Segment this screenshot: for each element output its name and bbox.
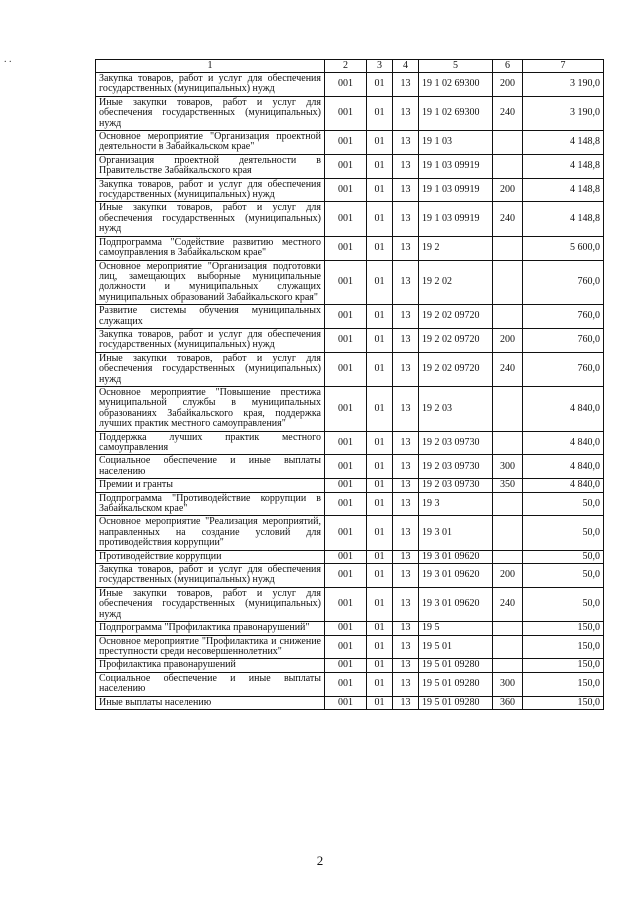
row-vr-cell bbox=[493, 622, 523, 635]
row-vr-cell: 200 bbox=[493, 564, 523, 588]
row-rz-cell: 01 bbox=[367, 431, 393, 455]
table-row bbox=[96, 305, 604, 329]
header-row bbox=[96, 60, 604, 73]
row-name-cell: Иные закупки товаров, работ и услуг для обеспечения государственных (муниципальных) нужд bbox=[96, 352, 325, 386]
row-grbs-cell: 001 bbox=[325, 564, 367, 588]
row-pr-cell: 13 bbox=[393, 659, 419, 672]
row-vr-cell: 300 bbox=[493, 455, 523, 479]
table-row bbox=[96, 178, 604, 202]
row-csr-cell: 19 2 02 09720 bbox=[419, 305, 493, 329]
row-vr-cell bbox=[493, 131, 523, 155]
row-pr-cell: 13 bbox=[393, 236, 419, 260]
row-pr-cell: 13 bbox=[393, 73, 419, 97]
header-cell: 3 bbox=[367, 60, 393, 73]
table-row bbox=[96, 352, 604, 386]
row-pr-cell: 13 bbox=[393, 305, 419, 329]
row-name-cell: Закупка товаров, работ и услуг для обеспечения государственных (муниципальных) нужд bbox=[96, 178, 325, 202]
row-name-cell: Иные закупки товаров, работ и услуг для обеспечения государственных (муниципальных) нужд bbox=[96, 96, 325, 130]
row-vr-cell bbox=[493, 305, 523, 329]
row-csr-cell: 19 2 03 09730 bbox=[419, 455, 493, 479]
row-rz-cell: 01 bbox=[367, 131, 393, 155]
row-csr-cell: 19 1 03 09919 bbox=[419, 202, 493, 236]
margin-marks: . . bbox=[4, 54, 12, 65]
row-rz-cell: 01 bbox=[367, 455, 393, 479]
row-csr-cell: 19 2 03 09730 bbox=[419, 479, 493, 492]
row-pr-cell: 13 bbox=[393, 328, 419, 352]
row-csr-cell: 19 5 01 bbox=[419, 635, 493, 659]
row-rz-cell: 01 bbox=[367, 696, 393, 709]
row-vr-cell bbox=[493, 154, 523, 178]
row-pr-cell: 13 bbox=[393, 131, 419, 155]
row-name-cell: Закупка товаров, работ и услуг для обеспечения государственных (муниципальных) нужд bbox=[96, 564, 325, 588]
row-rz-cell: 01 bbox=[367, 202, 393, 236]
header-cell: 6 bbox=[493, 60, 523, 73]
row-vr-cell: 360 bbox=[493, 696, 523, 709]
row-name-cell: Основное мероприятие "Профилактика и снижение преступности среди несовершеннолетних" bbox=[96, 635, 325, 659]
row-name-cell: Социальное обеспечение и иные выплаты населению bbox=[96, 455, 325, 479]
row-sum-cell: 3 190,0 bbox=[523, 73, 604, 97]
row-rz-cell: 01 bbox=[367, 73, 393, 97]
row-rz-cell: 01 bbox=[367, 672, 393, 696]
row-vr-cell: 240 bbox=[493, 96, 523, 130]
table-row bbox=[96, 587, 604, 621]
row-vr-cell: 240 bbox=[493, 202, 523, 236]
row-pr-cell: 13 bbox=[393, 431, 419, 455]
row-vr-cell: 200 bbox=[493, 328, 523, 352]
row-grbs-cell: 001 bbox=[325, 672, 367, 696]
row-pr-cell: 13 bbox=[393, 492, 419, 516]
row-sum-cell: 760,0 bbox=[523, 352, 604, 386]
row-pr-cell: 13 bbox=[393, 202, 419, 236]
row-grbs-cell: 001 bbox=[325, 202, 367, 236]
row-sum-cell: 4 840,0 bbox=[523, 479, 604, 492]
row-csr-cell: 19 1 03 09919 bbox=[419, 154, 493, 178]
row-pr-cell: 13 bbox=[393, 587, 419, 621]
table-row bbox=[96, 564, 604, 588]
row-sum-cell: 150,0 bbox=[523, 659, 604, 672]
row-name-cell: Основное мероприятие "Повышение престижа муниципальной службы в муниципальных образованиях Забайкальского края, поддержка лучших практик местного самоуправления" bbox=[96, 386, 325, 431]
row-name-cell: Иные закупки товаров, работ и услуг для обеспечения государственных (муниципальных) нужд bbox=[96, 587, 325, 621]
row-csr-cell: 19 2 02 09720 bbox=[419, 352, 493, 386]
table-row bbox=[96, 260, 604, 305]
row-sum-cell: 4 148,8 bbox=[523, 178, 604, 202]
row-pr-cell: 13 bbox=[393, 564, 419, 588]
row-csr-cell: 19 2 bbox=[419, 236, 493, 260]
row-rz-cell: 01 bbox=[367, 305, 393, 329]
row-pr-cell: 13 bbox=[393, 622, 419, 635]
row-rz-cell: 01 bbox=[367, 236, 393, 260]
row-pr-cell: 13 bbox=[393, 479, 419, 492]
row-sum-cell: 4 840,0 bbox=[523, 386, 604, 431]
row-sum-cell: 5 600,0 bbox=[523, 236, 604, 260]
table-row bbox=[96, 635, 604, 659]
row-vr-cell bbox=[493, 260, 523, 305]
row-name-cell: Организация проектной деятельности в Правительстве Забайкальского края bbox=[96, 154, 325, 178]
row-csr-cell: 19 3 01 bbox=[419, 516, 493, 550]
row-rz-cell: 01 bbox=[367, 386, 393, 431]
row-name-cell: Развитие системы обучения муниципальных служащих bbox=[96, 305, 325, 329]
row-rz-cell: 01 bbox=[367, 550, 393, 563]
row-name-cell: Основное мероприятие "Организация подготовки лиц, замещающих выборные муниципальные должности и муниципальных служащих муниципальных образований Забайкальского края" bbox=[96, 260, 325, 305]
row-pr-cell: 13 bbox=[393, 672, 419, 696]
row-pr-cell: 13 bbox=[393, 178, 419, 202]
table-row bbox=[96, 131, 604, 155]
row-grbs-cell: 001 bbox=[325, 236, 367, 260]
row-sum-cell: 760,0 bbox=[523, 328, 604, 352]
row-grbs-cell: 001 bbox=[325, 260, 367, 305]
table-row bbox=[96, 550, 604, 563]
row-rz-cell: 01 bbox=[367, 492, 393, 516]
header-cell: 1 bbox=[96, 60, 325, 73]
row-csr-cell: 19 2 02 bbox=[419, 260, 493, 305]
row-csr-cell: 19 2 03 bbox=[419, 386, 493, 431]
row-grbs-cell: 001 bbox=[325, 587, 367, 621]
row-name-cell: Профилактика правонарушений bbox=[96, 659, 325, 672]
row-name-cell: Основное мероприятие "Реализация мероприятий, направленных на создание условий для противодействия коррупции" bbox=[96, 516, 325, 550]
row-vr-cell: 240 bbox=[493, 587, 523, 621]
row-name-cell: Противодействие коррупции bbox=[96, 550, 325, 563]
row-csr-cell: 19 1 02 69300 bbox=[419, 73, 493, 97]
row-vr-cell bbox=[493, 386, 523, 431]
row-grbs-cell: 001 bbox=[325, 492, 367, 516]
table-row bbox=[96, 431, 604, 455]
header-cell: 5 bbox=[419, 60, 493, 73]
row-pr-cell: 13 bbox=[393, 352, 419, 386]
row-grbs-cell: 001 bbox=[325, 696, 367, 709]
table-row bbox=[96, 672, 604, 696]
row-grbs-cell: 001 bbox=[325, 328, 367, 352]
row-pr-cell: 13 bbox=[393, 260, 419, 305]
row-name-cell: Закупка товаров, работ и услуг для обеспечения государственных (муниципальных) нужд bbox=[96, 328, 325, 352]
row-grbs-cell: 001 bbox=[325, 131, 367, 155]
header-cell: 7 bbox=[523, 60, 604, 73]
row-name-cell: Закупка товаров, работ и услуг для обеспечения государственных (муниципальных) нужд bbox=[96, 73, 325, 97]
table-row bbox=[96, 386, 604, 431]
row-rz-cell: 01 bbox=[367, 328, 393, 352]
row-vr-cell bbox=[493, 516, 523, 550]
row-name-cell: Подпрограмма "Профилактика правонарушений" bbox=[96, 622, 325, 635]
row-grbs-cell: 001 bbox=[325, 479, 367, 492]
row-name-cell: Премии и гранты bbox=[96, 479, 325, 492]
row-sum-cell: 50,0 bbox=[523, 492, 604, 516]
row-rz-cell: 01 bbox=[367, 622, 393, 635]
row-grbs-cell: 001 bbox=[325, 178, 367, 202]
row-grbs-cell: 001 bbox=[325, 659, 367, 672]
table-row bbox=[96, 154, 604, 178]
row-csr-cell: 19 1 03 bbox=[419, 131, 493, 155]
row-csr-cell: 19 1 03 09919 bbox=[419, 178, 493, 202]
row-csr-cell: 19 5 01 09280 bbox=[419, 659, 493, 672]
row-rz-cell: 01 bbox=[367, 635, 393, 659]
table-row bbox=[96, 696, 604, 709]
row-grbs-cell: 001 bbox=[325, 550, 367, 563]
row-csr-cell: 19 3 01 09620 bbox=[419, 587, 493, 621]
row-vr-cell bbox=[493, 236, 523, 260]
row-sum-cell: 50,0 bbox=[523, 564, 604, 588]
table-row bbox=[96, 328, 604, 352]
row-vr-cell: 200 bbox=[493, 178, 523, 202]
table-row bbox=[96, 479, 604, 492]
row-sum-cell: 4 840,0 bbox=[523, 455, 604, 479]
table-row bbox=[96, 492, 604, 516]
row-rz-cell: 01 bbox=[367, 564, 393, 588]
row-csr-cell: 19 1 02 69300 bbox=[419, 96, 493, 130]
row-grbs-cell: 001 bbox=[325, 635, 367, 659]
budget-table bbox=[95, 59, 604, 710]
row-sum-cell: 50,0 bbox=[523, 516, 604, 550]
row-rz-cell: 01 bbox=[367, 154, 393, 178]
header-cell: 4 bbox=[393, 60, 419, 73]
row-sum-cell: 3 190,0 bbox=[523, 96, 604, 130]
row-vr-cell bbox=[493, 635, 523, 659]
row-rz-cell: 01 bbox=[367, 352, 393, 386]
table-row bbox=[96, 73, 604, 97]
row-vr-cell bbox=[493, 659, 523, 672]
row-grbs-cell: 001 bbox=[325, 305, 367, 329]
row-vr-cell: 350 bbox=[493, 479, 523, 492]
row-sum-cell: 4 148,8 bbox=[523, 202, 604, 236]
row-grbs-cell: 001 bbox=[325, 386, 367, 431]
page-number: 2 bbox=[316, 853, 324, 868]
row-name-cell: Поддержка лучших практик местного самоуправления bbox=[96, 431, 325, 455]
row-pr-cell: 13 bbox=[393, 635, 419, 659]
table-row bbox=[96, 516, 604, 550]
row-name-cell: Социальное обеспечение и иные выплаты населению bbox=[96, 672, 325, 696]
row-csr-cell: 19 5 01 09280 bbox=[419, 696, 493, 709]
row-sum-cell: 4 840,0 bbox=[523, 431, 604, 455]
row-sum-cell: 760,0 bbox=[523, 305, 604, 329]
row-vr-cell: 300 bbox=[493, 672, 523, 696]
row-sum-cell: 760,0 bbox=[523, 260, 604, 305]
row-pr-cell: 13 bbox=[393, 455, 419, 479]
table-row bbox=[96, 236, 604, 260]
row-rz-cell: 01 bbox=[367, 516, 393, 550]
row-vr-cell: 240 bbox=[493, 352, 523, 386]
row-sum-cell: 150,0 bbox=[523, 696, 604, 709]
row-grbs-cell: 001 bbox=[325, 455, 367, 479]
row-csr-cell: 19 2 02 09720 bbox=[419, 328, 493, 352]
row-sum-cell: 50,0 bbox=[523, 550, 604, 563]
row-rz-cell: 01 bbox=[367, 587, 393, 621]
row-rz-cell: 01 bbox=[367, 96, 393, 130]
row-grbs-cell: 001 bbox=[325, 431, 367, 455]
table-row bbox=[96, 622, 604, 635]
row-grbs-cell: 001 bbox=[325, 73, 367, 97]
row-sum-cell: 4 148,8 bbox=[523, 131, 604, 155]
row-grbs-cell: 001 bbox=[325, 96, 367, 130]
table-row bbox=[96, 659, 604, 672]
row-name-cell: Основное мероприятие "Организация проектной деятельности в Забайкальском крае" bbox=[96, 131, 325, 155]
row-grbs-cell: 001 bbox=[325, 154, 367, 178]
row-csr-cell: 19 5 bbox=[419, 622, 493, 635]
row-csr-cell: 19 3 01 09620 bbox=[419, 550, 493, 563]
row-rz-cell: 01 bbox=[367, 178, 393, 202]
row-rz-cell: 01 bbox=[367, 479, 393, 492]
row-csr-cell: 19 2 03 09730 bbox=[419, 431, 493, 455]
row-vr-cell bbox=[493, 431, 523, 455]
row-pr-cell: 13 bbox=[393, 516, 419, 550]
row-vr-cell: 200 bbox=[493, 73, 523, 97]
row-rz-cell: 01 bbox=[367, 659, 393, 672]
row-csr-cell: 19 3 bbox=[419, 492, 493, 516]
row-grbs-cell: 001 bbox=[325, 622, 367, 635]
row-sum-cell: 150,0 bbox=[523, 635, 604, 659]
row-rz-cell: 01 bbox=[367, 260, 393, 305]
row-vr-cell bbox=[493, 550, 523, 563]
row-name-cell: Подпрограмма "Противодействие коррупции в Забайкальском крае" bbox=[96, 492, 325, 516]
row-pr-cell: 13 bbox=[393, 386, 419, 431]
row-name-cell: Иные выплаты населению bbox=[96, 696, 325, 709]
row-sum-cell: 4 148,8 bbox=[523, 154, 604, 178]
table-row bbox=[96, 202, 604, 236]
row-pr-cell: 13 bbox=[393, 154, 419, 178]
row-name-cell: Иные закупки товаров, работ и услуг для обеспечения государственных (муниципальных) нужд bbox=[96, 202, 325, 236]
row-sum-cell: 150,0 bbox=[523, 672, 604, 696]
row-vr-cell bbox=[493, 492, 523, 516]
row-csr-cell: 19 5 01 09280 bbox=[419, 672, 493, 696]
table-row bbox=[96, 96, 604, 130]
row-grbs-cell: 001 bbox=[325, 516, 367, 550]
header-cell: 2 bbox=[325, 60, 367, 73]
row-name-cell: Подпрограмма "Содействие развитию местного самоуправления в Забайкальском крае" bbox=[96, 236, 325, 260]
row-pr-cell: 13 bbox=[393, 696, 419, 709]
row-csr-cell: 19 3 01 09620 bbox=[419, 564, 493, 588]
row-sum-cell: 50,0 bbox=[523, 587, 604, 621]
row-pr-cell: 13 bbox=[393, 96, 419, 130]
row-sum-cell: 150,0 bbox=[523, 622, 604, 635]
row-pr-cell: 13 bbox=[393, 550, 419, 563]
table-row bbox=[96, 455, 604, 479]
row-grbs-cell: 001 bbox=[325, 352, 367, 386]
